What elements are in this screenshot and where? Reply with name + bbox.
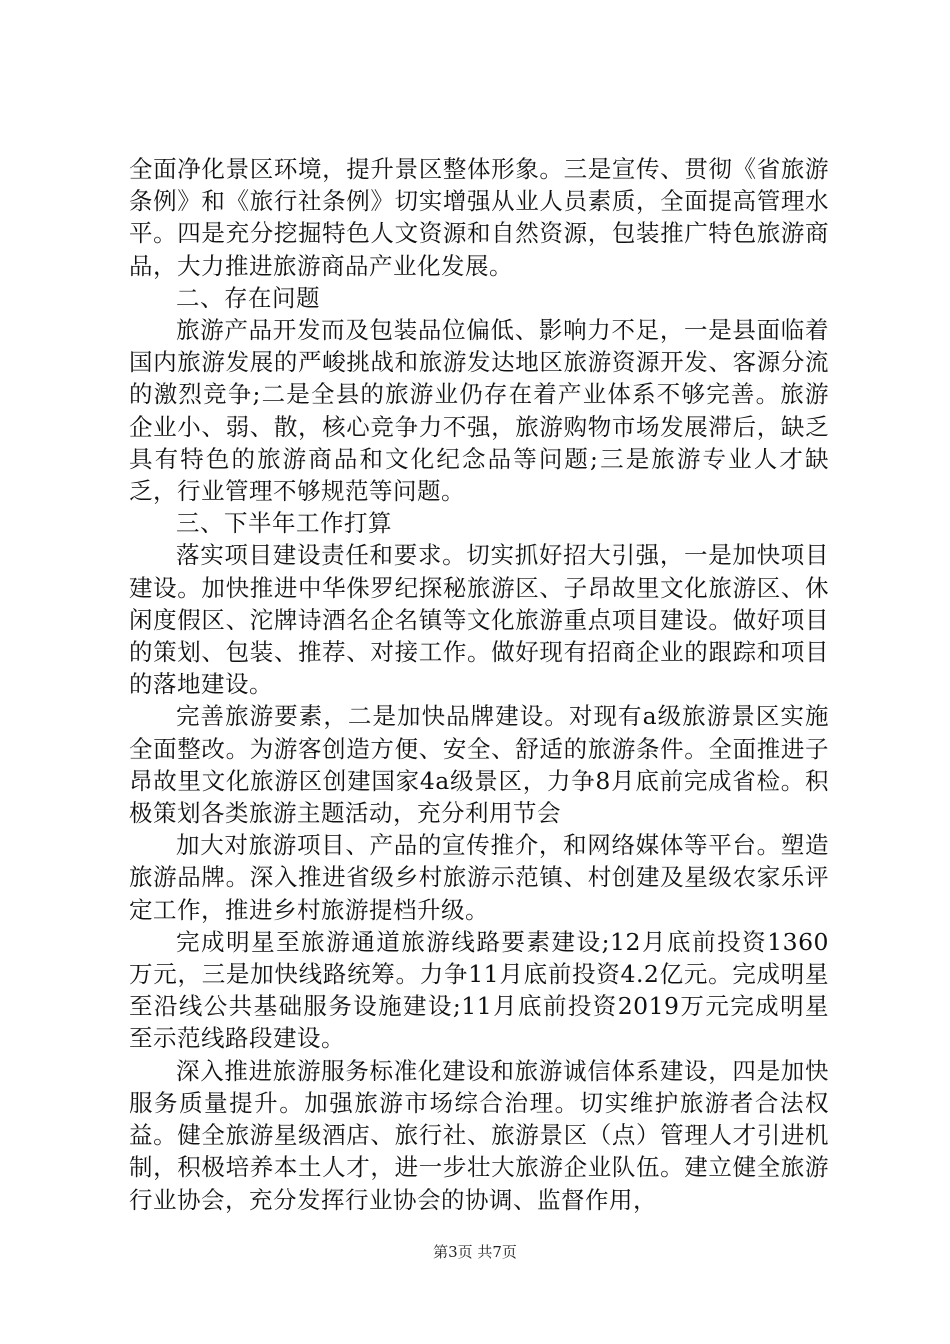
- page-number-footer: 第3页 共7页: [433, 1243, 517, 1261]
- paragraph-problems: 旅游产品开发而及包装品位偏低、影响力不足，一是县面临着国内旅游发展的严峻挑战和旅游发达地区旅游资源开发、客源分流的激烈竞争;二是全县的旅游业仍存在着产业体系不够完善。旅游企业小、弱、散，核心竞争力不强，旅游购物市场发展滞后，缺乏具有特色的旅游商品和文化纪念品等问题;三是旅游专业人才缺乏，行业管理不够规范等问题。: [129, 316, 829, 506]
- paragraph-route-construction: 完成明星至旅游通道旅游线路要素建设;12月底前投资1360万元，三是加快线路统筹。力争11月底前投资4.2亿元。完成明星至沿线公共基础服务设施建设;11月底前投资2019万元完成明星至示范线路段建设。: [129, 927, 829, 1053]
- document-body: [129, 153, 829, 1216]
- paragraph-promotion: 加大对旅游项目、产品的宣传推介，和网络媒体等平台。塑造旅游品牌。深入推进省级乡村旅游示范镇、村创建及星级农家乐评定工作，推进乡村旅游提档升级。: [129, 831, 829, 924]
- section-heading-problems: 二、存在问题: [176, 283, 320, 312]
- paragraph-brand-construction: 完善旅游要素，二是加快品牌建设。对现有a级旅游景区实施全面整改。为游客创造方便、安全、舒适的旅游条件。全面推进子昂故里文化旅游区创建国家4a级景区，力争8月底前完成省检。积极策划各类旅游主题活动，充分利用节会: [129, 702, 829, 828]
- section-heading-plans: 三、下半年工作打算: [176, 509, 392, 538]
- paragraph-project-construction: 落实项目建设责任和要求。切实抓好招大引强，一是加快项目建设。加快推进中华侏罗纪探秘旅游区、子昂故里文化旅游区、休闲度假区、沱牌诗酒名企名镇等文化旅游重点项目建设。做好项目的策划、包装、推荐、对接工作。做好现有招商企业的跟踪和项目的落地建设。: [129, 541, 829, 699]
- paragraph-service-quality: 深入推进旅游服务标准化建设和旅游诚信体系建设，四是加快服务质量提升。加强旅游市场综合治理。切实维护旅游者合法权益。健全旅游星级酒店、旅行社、旅游景区（点）管理人才引进机制，积极培养本土人才，进一步壮大旅游企业队伍。建立健全旅游行业协会，充分发挥行业协会的协调、监督作用，: [129, 1056, 829, 1214]
- paragraph-continuation: 全面净化景区环境，提升景区整体形象。三是宣传、贯彻《省旅游条例》和《旅行社条例》切实增强从业人员素质，全面提高管理水平。四是充分挖掘特色人文资源和自然资源，包装推广特色旅游商品，大力推进旅游商品产业化发展。: [129, 155, 829, 280]
